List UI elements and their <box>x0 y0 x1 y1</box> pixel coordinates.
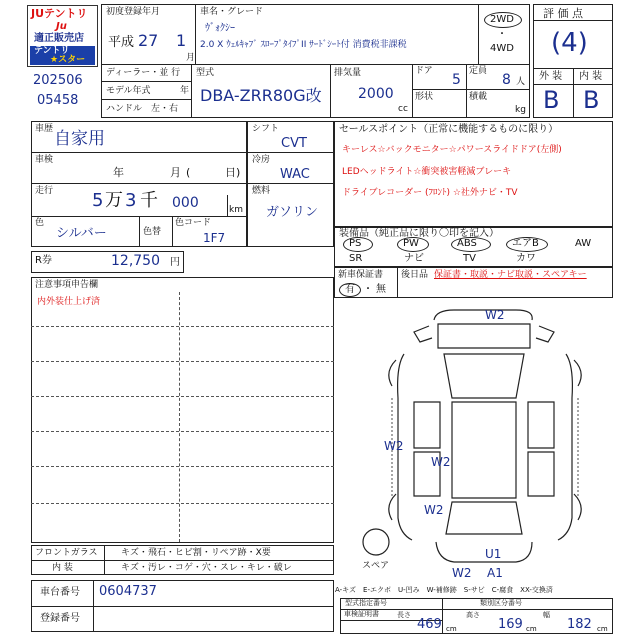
hgt-label: 高さ <box>466 611 480 619</box>
fuel-value: ガソリン <box>266 205 319 220</box>
interior-value: キズ・汚レ・コゲ・穴・スレ・キレ・破レ <box>121 563 292 573</box>
right-body <box>558 354 572 540</box>
equip-pw: PW <box>403 238 419 249</box>
inspection-day-unit: 日) <box>225 166 241 179</box>
drive-4wd: 4WD <box>490 43 514 54</box>
cap-unit: 人 <box>516 77 526 87</box>
equip-airbag: エアB <box>512 238 539 249</box>
disp-label: 排気量 <box>334 68 362 78</box>
inspection-year-unit: 年 <box>113 166 124 179</box>
notes-label: 注意事項申告欄 <box>35 280 99 290</box>
logo-line5: ★スター <box>50 55 86 65</box>
sales-point-1: キーレス☆バックモニター☆パワースライドドア(左側) <box>342 145 562 155</box>
stock-no-b: 05458 <box>37 93 79 108</box>
left-mirror <box>414 326 432 342</box>
mileage-sen: 3 <box>125 190 137 211</box>
recycle-value: 12,750 <box>111 253 160 269</box>
int-label: 内 装 <box>579 71 603 82</box>
cert-label: 車検証明書 <box>344 610 379 618</box>
shift-label: シフト <box>252 124 280 134</box>
disp-unit: cc <box>398 104 408 114</box>
recycle-label: R券 <box>35 255 52 266</box>
windshield <box>444 354 524 398</box>
glass-value: キズ・飛石・ヒビ割・リペア跡・X要 <box>121 548 271 558</box>
dmg-w2-low: W2 <box>424 503 444 517</box>
right-front-wheel <box>574 360 581 386</box>
color-same-label: 色替 <box>143 227 162 237</box>
wid-unit: cm <box>597 625 608 633</box>
model-code: DBA-ZRR80G改 <box>200 86 322 105</box>
model-year-unit: 年 <box>180 86 190 96</box>
car-name: ｳﾞｫｸｼｰ <box>205 23 235 34</box>
fuel-label: 燃料 <box>252 186 271 196</box>
drive-2wd: 2WD <box>490 14 514 25</box>
reg-month-unit: 月 <box>186 53 196 63</box>
color-code-label: 色コード <box>175 218 212 228</box>
cap-label: 定員 <box>469 66 488 76</box>
car-grade: 2.0 X ｳｪﾙｷｬﾌﾞ ｽﾛｰﾌﾟﾀｲﾌﾟII ｻｰﾄﾞｼｰﾄ付 消費税非課税 <box>200 40 407 50</box>
warranty-yes: 有 <box>345 284 355 295</box>
equipment-label: 装備品（純正品に限り〇印を記入） <box>339 228 499 239</box>
drive-dot: ・ <box>497 29 507 40</box>
ext-label: 外 装 <box>539 71 563 82</box>
load-unit: kg <box>515 105 526 115</box>
inspection-label: 車検 <box>35 155 54 165</box>
inspection-day-paren: ( <box>186 166 191 179</box>
mileage-sen-unit: 千 <box>140 190 158 211</box>
dmg-w2-bot: W2 <box>452 566 472 580</box>
right-rear-wheel <box>574 494 581 520</box>
mileage-unit: km <box>229 205 243 215</box>
dealer-logo <box>27 5 98 67</box>
model-year-label: モデル年式 <box>106 86 151 96</box>
grade-score: (4) <box>551 28 588 58</box>
dmg-a1: A1 <box>487 566 503 580</box>
handle-label: ハンドル 左・右 <box>106 104 179 114</box>
damage-legend: A-キズ E-エクボ U-凹み W-補修跡 S-サビ C-腐食 XX-交換済 <box>335 586 553 594</box>
ext-grade: B <box>543 86 560 114</box>
sales-point-2: LEDヘッドライト☆衝突被害軽減ブレーキ <box>342 167 512 177</box>
equip-abs: ABS <box>457 238 477 249</box>
rear-bumper <box>436 542 532 562</box>
recycle-unit: 円 <box>170 257 180 268</box>
logo-line4: テントリ <box>34 46 70 56</box>
shift-value: CVT <box>281 136 307 151</box>
registration-label: 登録番号 <box>40 613 80 624</box>
mileage-man: 5 <box>92 190 104 211</box>
dmg-w2-top: W2 <box>485 308 505 322</box>
glass-label: フロントガラス <box>35 548 98 558</box>
dmg-w2-left: W2 <box>384 439 404 453</box>
chassis-label: 車台番号 <box>40 587 80 598</box>
dealer-label: ディーラー・並 行 <box>106 68 181 78</box>
dmg-w2-mid: W2 <box>431 455 451 469</box>
left-rear-wheel <box>389 494 396 520</box>
notes-text: 内外装仕上げ済 <box>37 297 101 307</box>
ac-value: WAC <box>280 167 310 182</box>
mileage-man-unit: 万 <box>105 190 123 211</box>
class-num-label: 類別区分番号 <box>480 599 522 607</box>
model-label: 型式 <box>196 68 215 78</box>
warranty-label: 新車保証書 <box>338 270 384 280</box>
equip-navi: ナビ <box>404 253 424 264</box>
right-door-1 <box>528 402 554 448</box>
front-bumper <box>434 310 532 320</box>
equip-sr: SR <box>349 253 363 264</box>
warranty-dot: ・ <box>363 284 373 295</box>
reg-era: 平成 <box>108 35 135 50</box>
len-value: 469 <box>417 617 442 632</box>
equip-leather: カワ <box>516 253 536 264</box>
right-mirror <box>536 326 554 342</box>
mileage-rest: 000 <box>172 195 199 211</box>
logo-line1: JUテントリ <box>31 7 88 20</box>
hgt-value: 169 <box>498 617 523 632</box>
car-name-label: 車名・グレード <box>200 7 264 17</box>
load-label: 積載 <box>469 92 488 102</box>
sales-point-3: ドライブレコーダー (ﾌﾛﾝﾄ) ☆社外ナビ・TV <box>342 188 518 198</box>
int-grade: B <box>583 86 600 114</box>
len-label: 長さ <box>397 611 411 619</box>
color-label: 色 <box>35 218 45 228</box>
warranty-no: 無 <box>376 284 386 295</box>
shape-label: 形状 <box>415 92 434 102</box>
stock-no-a: 202506 <box>33 73 83 88</box>
reg-label: 初度登録年月 <box>106 7 161 17</box>
sales-points-label: セールスポイント（正常に機能するものに限り） <box>339 124 559 135</box>
car-diagram <box>334 298 613 584</box>
reg-month: 1 <box>176 31 187 50</box>
hgt-unit: cm <box>526 625 537 633</box>
roof <box>452 402 516 498</box>
disp-value: 2000 <box>358 86 394 102</box>
interior-label: 内 装 <box>52 563 73 573</box>
usage-value: 自家用 <box>54 129 105 149</box>
recycle-box <box>31 251 184 273</box>
len-unit: cm <box>446 625 457 633</box>
grade-label: 評 価 点 <box>543 7 583 20</box>
model-num-label: 型式指定番号 <box>345 599 387 607</box>
accessories-label: 後日品 <box>401 270 429 280</box>
right-door-2 <box>528 452 554 496</box>
dmg-u1: U1 <box>485 547 502 561</box>
equip-aw: AW <box>575 238 592 249</box>
ac-label: 冷房 <box>252 155 271 165</box>
logo-line3: 適正販売店 <box>34 33 84 44</box>
equip-tv: TV <box>463 253 476 264</box>
chassis-value: 0604737 <box>99 584 157 599</box>
doors-value: 5 <box>452 72 461 88</box>
left-door-1 <box>414 402 440 448</box>
wid-value: 182 <box>567 617 592 632</box>
hood <box>438 324 530 348</box>
logo-line2: Ju <box>56 21 67 32</box>
doors-label: ドア <box>415 66 433 76</box>
spare-tire <box>363 529 389 555</box>
inspection-month-unit: 月 <box>170 166 181 179</box>
cap-value: 8 <box>502 72 511 88</box>
equip-ps: PS <box>349 238 362 249</box>
color-value: シルバー <box>56 226 107 241</box>
usage-label: 車歴 <box>35 124 54 134</box>
reg-year: 27 <box>138 31 159 50</box>
left-front-wheel <box>389 360 396 386</box>
accessories-value: 保証書・取説・ナビ取説・スペアキー <box>434 270 587 280</box>
rear-window <box>446 502 522 534</box>
mileage-label: 走行 <box>35 186 54 196</box>
wid-label: 幅 <box>543 611 550 619</box>
spare-label: スペア <box>362 561 390 571</box>
color-code: 1F7 <box>203 231 226 245</box>
